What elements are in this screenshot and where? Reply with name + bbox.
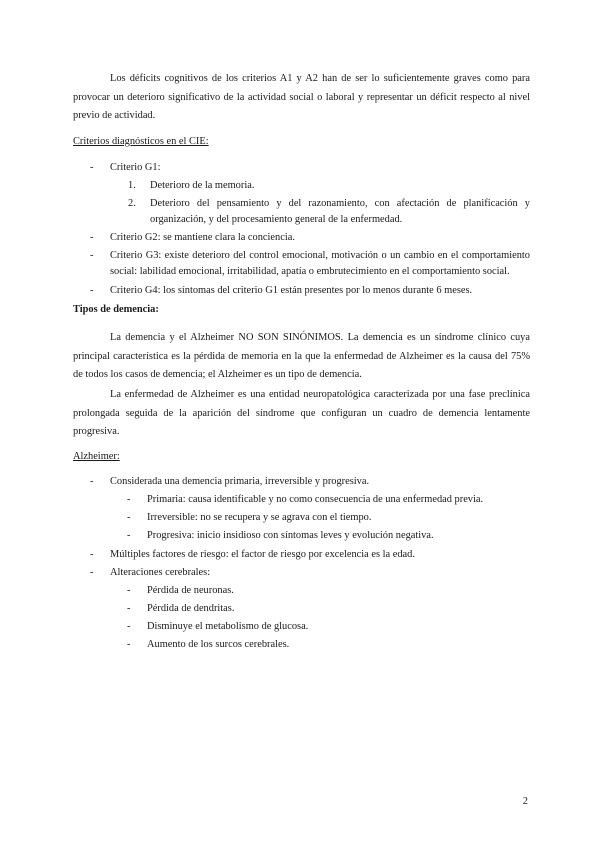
list-item-text: Pérdida de dendritas.: [147, 602, 235, 614]
list-item: [73, 230, 530, 246]
alzheimer-list: [73, 474, 530, 656]
list-item: [73, 283, 530, 299]
number-marker: 1.: [128, 180, 136, 191]
alteraciones-sublist: [110, 583, 530, 654]
number-marker: 2.: [128, 198, 136, 209]
list-item: [73, 474, 530, 544]
list-item-text: Criterio G2: se mantiene clara la conciencia.: [110, 232, 295, 244]
list-item: [110, 196, 530, 228]
dash-bullet: -: [90, 232, 94, 244]
list-item: [73, 160, 530, 228]
cie-criteria-list: [73, 160, 530, 301]
dash-bullet: -: [90, 162, 94, 173]
list-item-text: Pérdida de neuronas.: [147, 584, 234, 596]
tipos-paragraph-2: La enfermedad de Alzheimer es una entidad neuropatológica caracterizada por una fase preclínica prolongada seguida de la aparición del síndrome que configuran un cuadro de demencia lentamente progresiva.: [73, 389, 530, 437]
list-item: [110, 619, 530, 635]
dash-bullet: -: [127, 639, 131, 651]
dash-bullet: -: [90, 476, 94, 487]
list-item: [110, 583, 530, 599]
tipos-paragraph-1: La demencia y el Alzheimer NO SON SINÓNIMOS. La demencia es un síndrome clínico cuya principal característica es la pérdida de memoria en la que la enfermedad de Alzheimer es la causa del 75% de todos los casos de demencia; el Alzheimer es un tipo de demencia.: [73, 332, 530, 380]
list-item-text: Alteraciones cerebrales:: [110, 566, 211, 578]
list-item-text: Deterioro del pensamiento y del razonamiento, con afectación de planificación y organización, y del procesamiento general de la enfermedad.: [150, 198, 530, 225]
dash-bullet: -: [127, 494, 131, 505]
dash-bullet: -: [127, 621, 131, 633]
page-number: 2: [522, 796, 528, 807]
list-item: [110, 178, 530, 194]
list-item-text: Criterio G3: existe deterioro del control emocional, motivación o un cambio en el comportamiento social: labilidad emocional, irritabilidad, apatía o embrutecimiento en el comportamiento social.: [110, 250, 530, 278]
criterion-g1-label: Criterio G1:: [110, 162, 161, 173]
dash-bullet: -: [127, 602, 131, 614]
list-item: [110, 492, 530, 508]
list-item-text: Considerada una demencia primaria, irreversible y progresiva.: [110, 476, 370, 487]
tipos-heading: Tipos de demencia:: [73, 304, 159, 315]
considerada-sublist: [110, 492, 530, 544]
dash-bullet: -: [90, 566, 94, 578]
list-item-text: Deterioro de la memoria.: [150, 180, 255, 191]
list-item: [110, 601, 530, 617]
list-item-text: Irreversible: no se recupera y se agrava con el tiempo.: [147, 512, 372, 524]
list-item: [73, 248, 530, 280]
dash-bullet: -: [127, 584, 131, 596]
dash-bullet: -: [90, 284, 94, 296]
dash-bullet: -: [90, 250, 94, 262]
list-item: [110, 510, 530, 526]
list-item: [110, 528, 530, 544]
list-item-text: Progresiva: inicio insidioso con síntomas leves y evolución negativa.: [147, 530, 434, 542]
list-item-text: Criterio G4: los síntomas del criterio G1 están presentes por lo menos durante 6 meses.: [110, 284, 473, 296]
list-item-text: Aumento de los surcos cerebrales.: [147, 639, 290, 651]
dash-bullet: -: [127, 512, 131, 524]
dash-bullet: -: [90, 548, 94, 560]
cie-heading: Criterios diagnósticos en el CIE:: [73, 136, 209, 147]
alzheimer-heading: Alzheimer:: [73, 451, 120, 462]
dash-bullet: -: [127, 530, 131, 542]
g1-sublist: [110, 178, 530, 228]
list-item: [73, 547, 530, 563]
list-item: [110, 637, 530, 653]
list-item-text: Primaria: causa identificable y no como consecuencia de una enfermedad previa.: [147, 494, 484, 505]
list-item-text: Múltiples factores de riesgo: el factor de riesgo por excelencia es la edad.: [110, 548, 415, 560]
list-item-text: Disminuye el metabolismo de glucosa.: [147, 621, 309, 633]
intro-paragraph: Los déficits cognitivos de los criterios A1 y A2 han de ser lo suficientemente graves como para provocar un deterioro significativo de la actividad social o laboral y representar un déficit respecto al nivel previo de actividad.: [73, 73, 530, 121]
list-item: [73, 565, 530, 654]
